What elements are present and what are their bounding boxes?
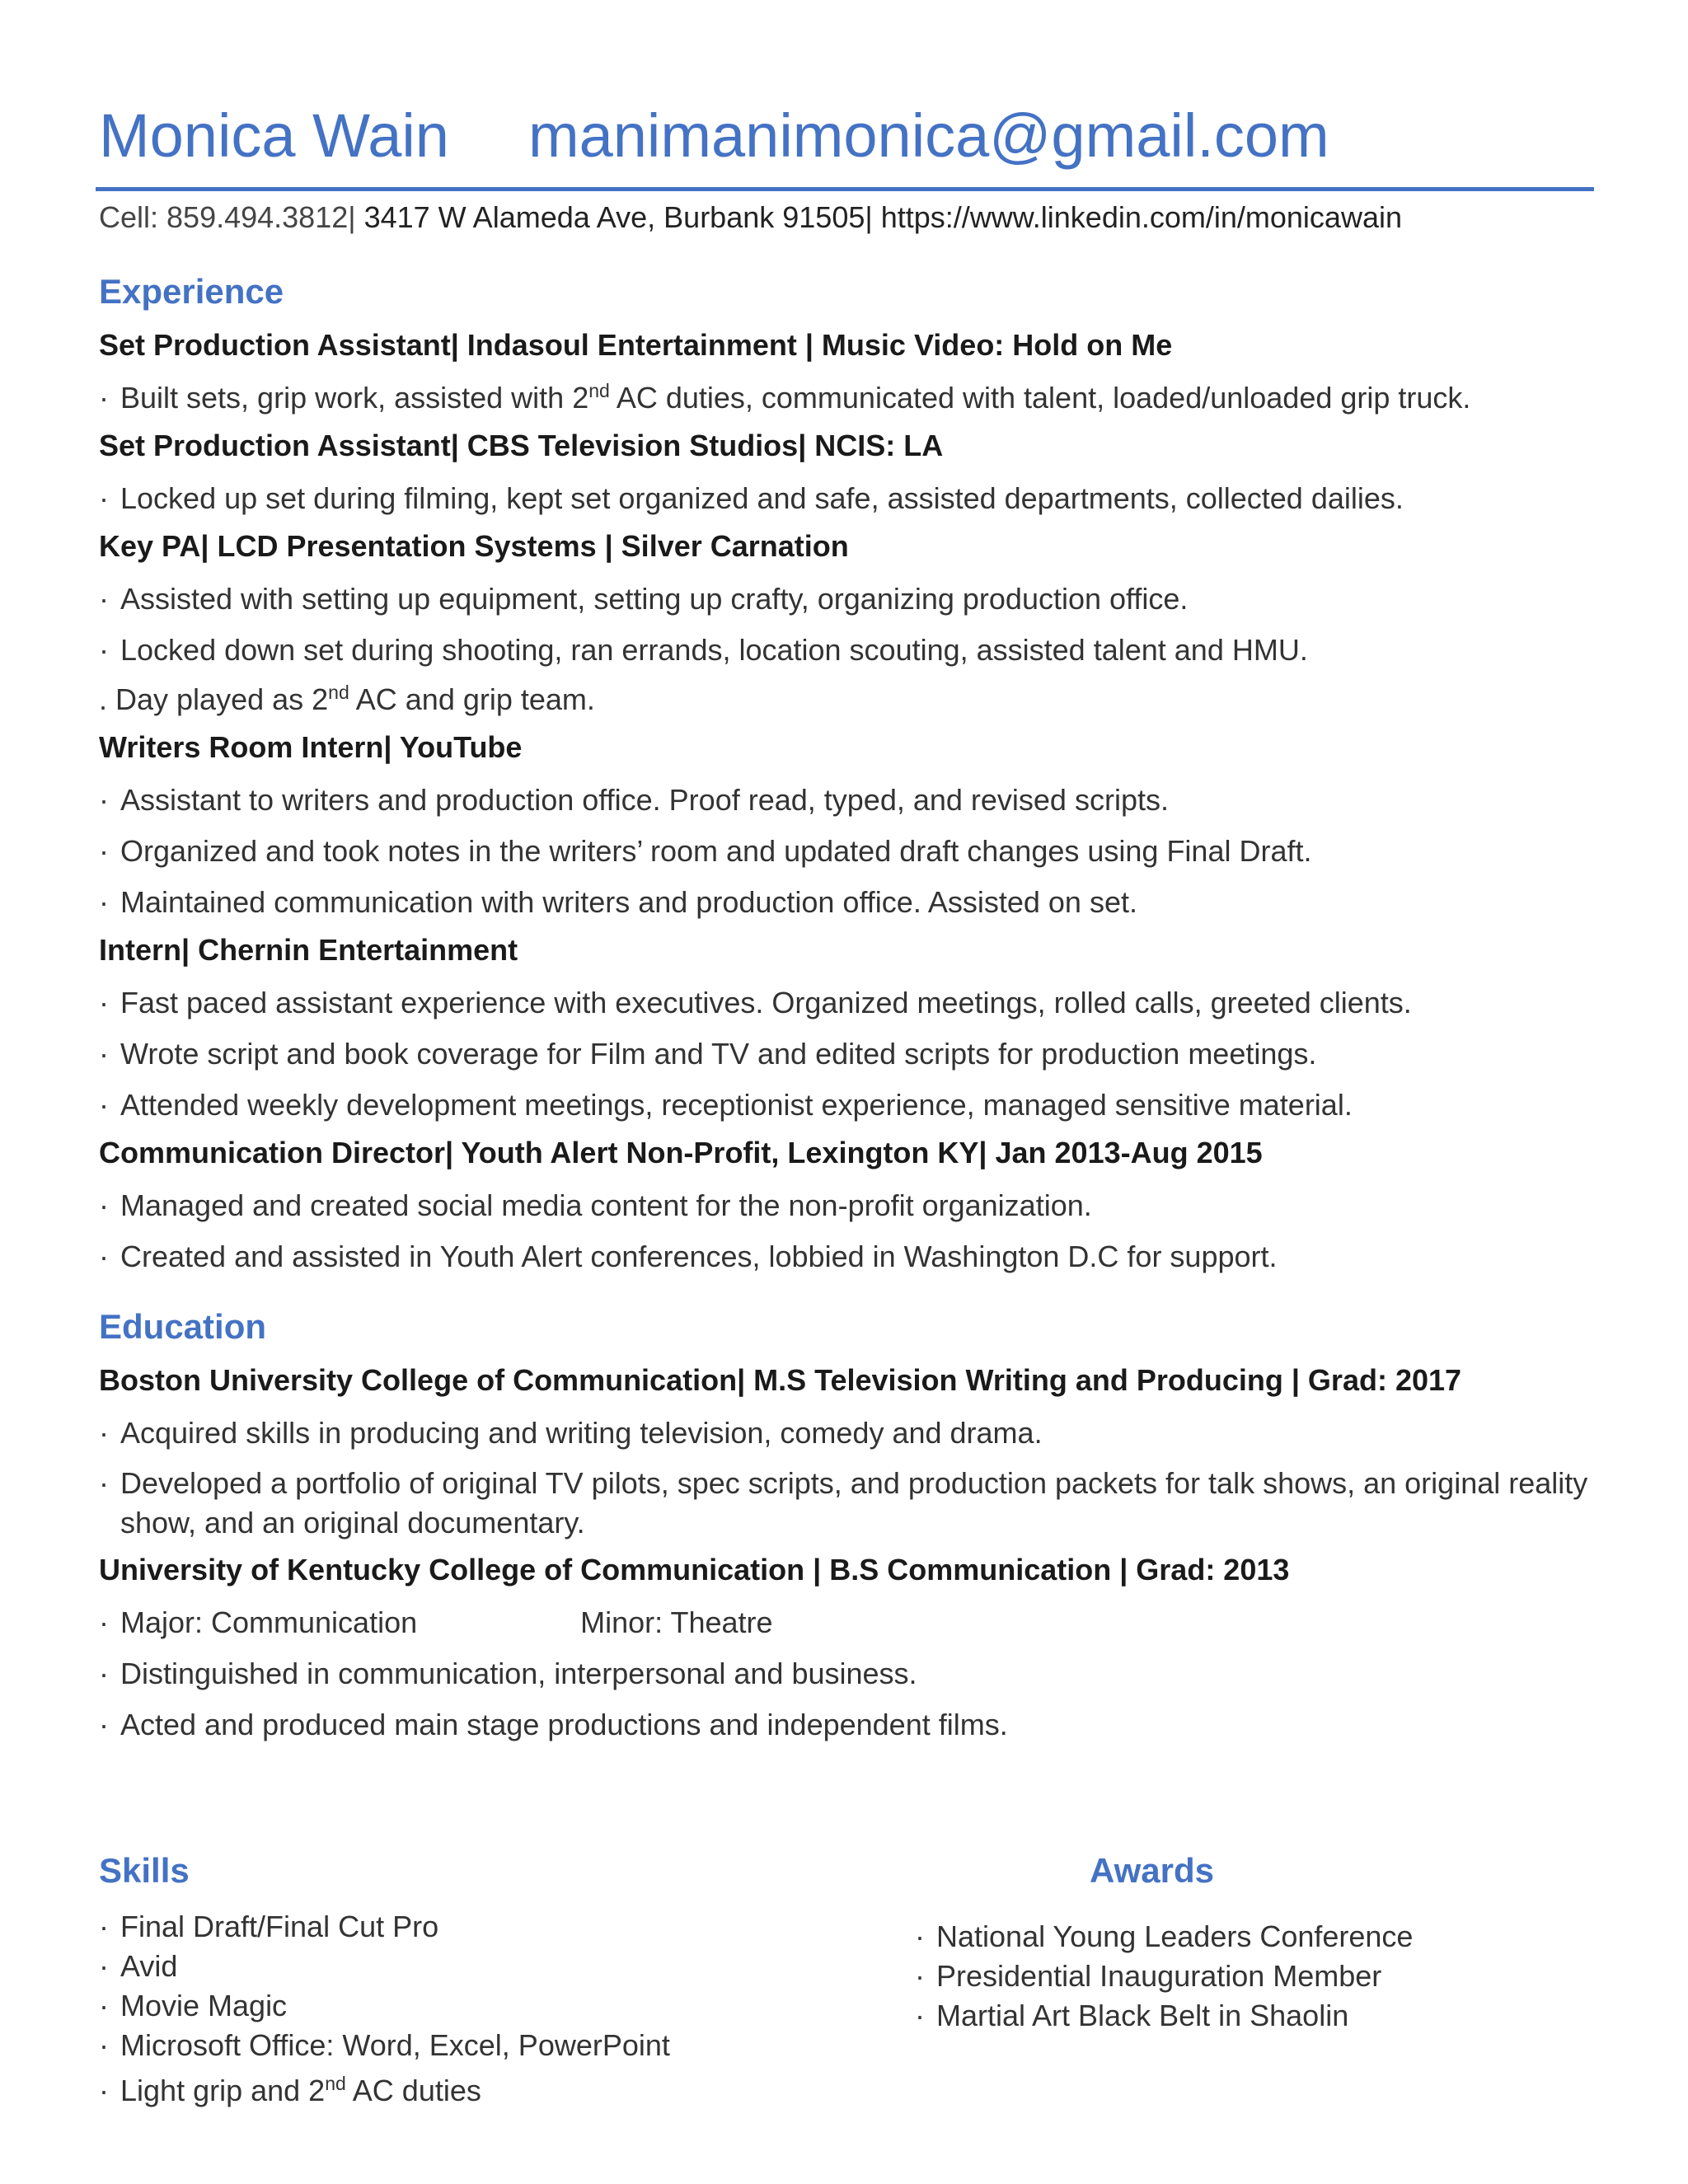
skills-section — [99, 1844, 841, 2111]
skill-item: · Light grip and 2nd AC duties — [99, 2070, 841, 2111]
education-bullet: · Acquired skills in producing and writing television, comedy and drama. — [99, 1413, 1591, 1454]
major-minor-line — [99, 1602, 1591, 1643]
cell-phone: Cell: 859.494.3812| — [99, 200, 356, 234]
resume-header — [99, 101, 1591, 170]
education-heading: Education — [99, 1307, 267, 1346]
education-bullet: · Acted and produced main stage productions and independent films. — [99, 1704, 1591, 1746]
award-item: · Martial Art Black Belt in Shaolin — [915, 1996, 1657, 2036]
award-item: · Presidential Inauguration Member — [915, 1957, 1657, 1996]
skill-item: · Microsoft Office: Word, Excel, PowerPoint — [99, 2026, 841, 2065]
job-bullet: · Attended weekly development meetings, receptionist experience, managed sensitive material. — [99, 1085, 1591, 1126]
job-bullet: · Wrote script and book coverage for Film and TV and edited scripts for production meetings. — [99, 1033, 1591, 1075]
job-bullet: · Fast paced assistant experience with executives. Organized meetings, rolled calls, greeted clients. — [99, 982, 1591, 1024]
awards-heading: Awards — [1090, 1851, 1214, 1890]
contact-line — [99, 200, 1402, 235]
job-bullet: · Maintained communication with writers and production office. Assisted on set. — [99, 882, 1591, 923]
skills-list — [99, 1907, 841, 2111]
major: Major: Communication — [120, 1605, 418, 1639]
job-bullet: · Assistant to writers and production office. Proof read, typed, and revised scripts. — [99, 780, 1591, 821]
job-bullet: · Organized and took notes in the writers’ room and updated draft changes using Final Draft. — [99, 831, 1591, 872]
skill-item: · Movie Magic — [99, 1986, 841, 2026]
awards-section — [915, 1844, 1657, 2036]
job-bullet: · Locked up set during filming, kept set organized and safe, assisted departments, collected dailies. — [99, 478, 1591, 519]
awards-list — [915, 1917, 1657, 2036]
job-title: Set Production Assistant| Indasoul Entertainment | Music Video: Hold on Me — [99, 328, 1173, 362]
name-row — [99, 101, 1591, 170]
education-bullet: · Developed a portfolio of original TV pilots, spec scripts, and production packets for talk shows, an original reality show, and an original documentary. — [99, 1464, 1591, 1543]
header-divider — [96, 187, 1594, 191]
award-item: · National Young Leaders Conference — [915, 1917, 1657, 1957]
job-note: . Day played as 2nd AC and grip team. — [99, 682, 595, 716]
resume-body — [99, 265, 1591, 1746]
job-title: Communication Director| Youth Alert Non-Profit, Lexington KY| Jan 2013-Aug 2015 — [99, 1136, 1263, 1169]
skill-item: · Avid — [99, 1947, 841, 1986]
job-title: Intern| Chernin Entertainment — [99, 933, 518, 967]
job-bullet: · Built sets, grip work, assisted with 2nd AC duties, communicated with talent, loaded/unloaded grip truck. — [99, 377, 1591, 419]
job-bullet: · Created and assisted in Youth Alert conferences, lobbied in Washington D.C for support. — [99, 1236, 1591, 1277]
experience-heading: Experience — [99, 272, 284, 311]
address-and-linkedin: 3417 W Alameda Ave, Burbank 91505| https://www.linkedin.com/in/monicawain — [355, 200, 1402, 234]
job-bullet: · Assisted with setting up equipment, setting up crafty, organizing production office. — [99, 579, 1591, 620]
job-title: Key PA| LCD Presentation Systems | Silver Carnation — [99, 529, 849, 563]
job-bullet: · Locked down set during shooting, ran errands, location scouting, assisted talent and HMU. — [99, 630, 1591, 671]
school-title: Boston University College of Communication| M.S Television Writing and Producing | Grad: 2017 — [99, 1363, 1462, 1397]
job-title: Set Production Assistant| CBS Television Studios| NCIS: LA — [99, 429, 944, 462]
skill-item: · Final Draft/Final Cut Pro — [99, 1907, 841, 1947]
candidate-name: Monica Wain — [99, 101, 449, 170]
job-title: Writers Room Intern| YouTube — [99, 730, 523, 764]
skills-heading: Skills — [99, 1851, 190, 1890]
education-bullet: · Distinguished in communication, interpersonal and business. — [99, 1653, 1591, 1694]
school-title: University of Kentucky College of Communication | B.S Communication | Grad: 2013 — [99, 1553, 1290, 1586]
minor: Minor: Theatre — [580, 1605, 773, 1639]
email-link[interactable]: manimanimonica@gmail.com — [528, 101, 1329, 170]
job-bullet: · Managed and created social media content for the non-profit organization. — [99, 1185, 1591, 1226]
